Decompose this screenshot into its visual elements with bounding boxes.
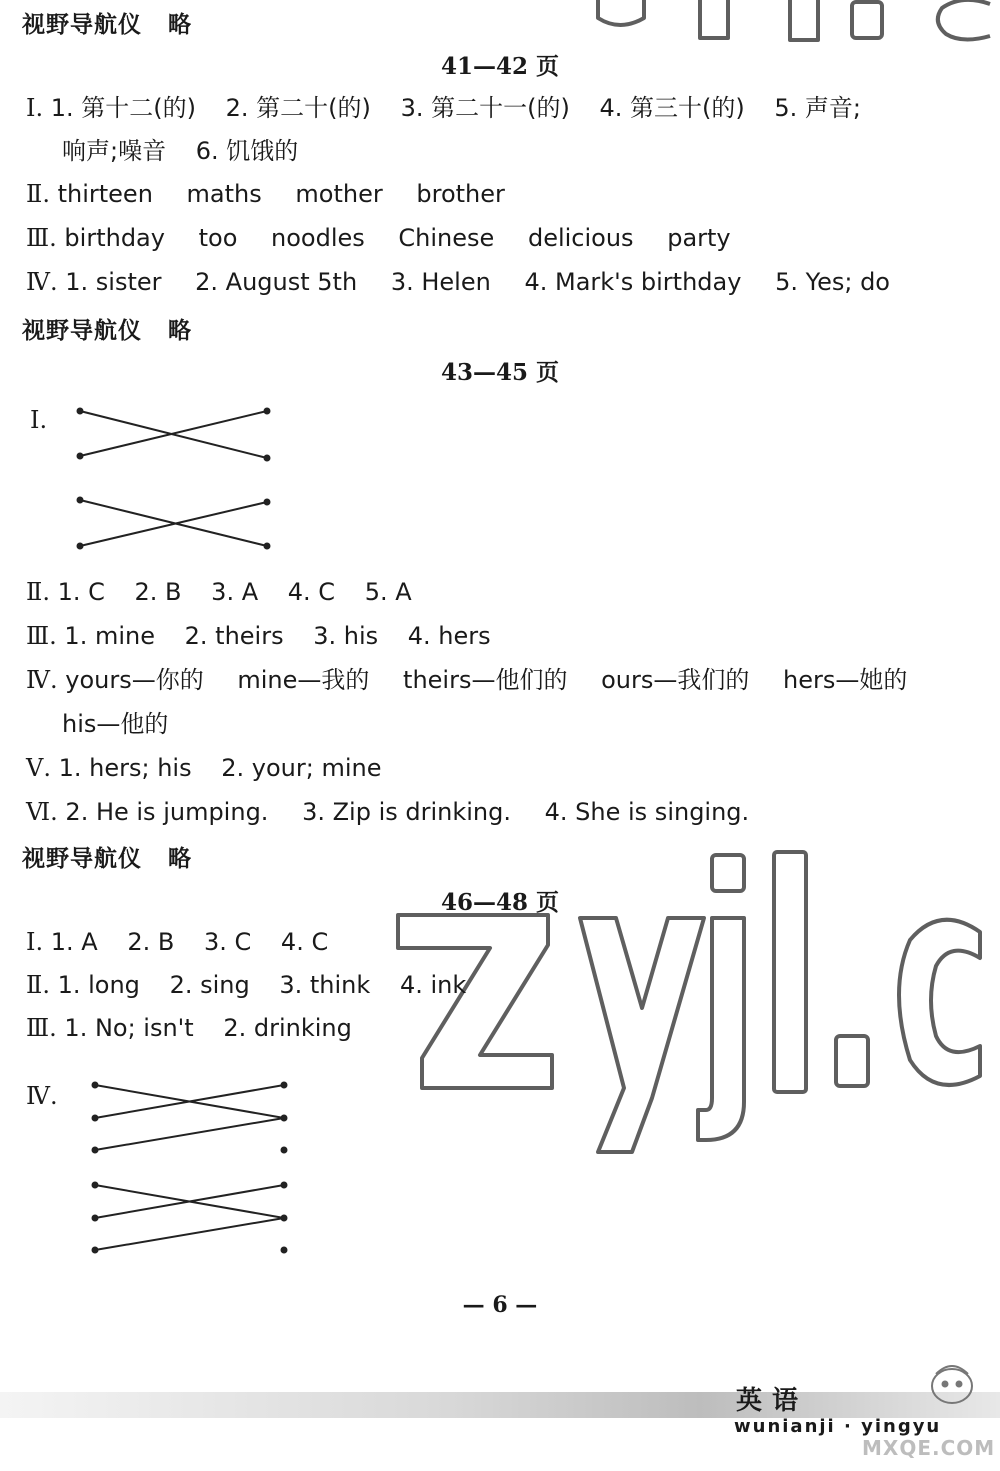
match-dot (282, 1148, 287, 1153)
p43-q3: Ⅲ. 1. mine 2. theirs 3. his 4. hers (26, 622, 491, 650)
footer-bar (0, 1392, 1000, 1418)
page-number: — 6 — (462, 1292, 538, 1318)
p46-q2: Ⅱ. 1. long 2. sing 3. think 4. ink (26, 971, 467, 999)
page-range-43-45: 43—45 页 (440, 359, 560, 386)
match-dot (282, 1248, 287, 1253)
p41-q1-line2: 响声;噪音 6. 饥饿的 (62, 137, 299, 165)
p43-q2: Ⅱ. 1. C 2. B 3. A 4. C 5. A (26, 578, 412, 606)
match-line (95, 1218, 284, 1250)
nav-heading-43: 视野导航仪 略 (22, 846, 192, 872)
page-range-41-42: 41—42 页 (440, 53, 560, 80)
footer-site-logo: MXQE.COM (862, 1436, 996, 1460)
footer-subtitle: wunianji · yingyu (734, 1416, 942, 1437)
footer-title: 英语 (736, 1386, 809, 1416)
p41-q1-line1: Ⅰ. 1. 第十二(的) 2. 第二十(的) 3. 第二十一(的) 4. 第三十(的) 5. 声音; (26, 94, 861, 122)
p41-q2: Ⅱ. thirteen maths mother brother (26, 180, 505, 208)
p43-q1-num: Ⅰ. (30, 406, 48, 434)
p43-q6: Ⅵ. 2. He is jumping. 3. Zip is drinking. 4. She is singing. (26, 798, 750, 826)
p46-q3: Ⅲ. 1. No; isn't 2. drinking (26, 1014, 352, 1042)
p41-q3: Ⅲ. birthday too noodles Chinese delicious party (26, 224, 731, 252)
p46-q1: Ⅰ. 1. A 2. B 3. C 4. C (26, 928, 329, 956)
p43-q4-line2: his—他的 (62, 710, 169, 738)
p43-q4-line1: Ⅳ. yours—你的 mine—我的 theirs—他们的 ours—我们的 hers—她的 (26, 666, 908, 694)
nav-heading-top: 视野导航仪 略 (22, 12, 192, 38)
match-line (95, 1118, 284, 1150)
mascot-icon (924, 1356, 980, 1406)
p46-q4-num: Ⅳ. (26, 1082, 58, 1110)
p43-q5: Ⅴ. 1. hers; his 2. your; mine (26, 754, 382, 782)
p41-q4: Ⅳ. 1. sister 2. August 5th 3. Helen 4. Mark's birthday 5. Yes; do (26, 268, 890, 296)
page-range-46-48: 46—48 页 (440, 889, 560, 916)
nav-heading-41: 视野导航仪 略 (22, 318, 192, 344)
